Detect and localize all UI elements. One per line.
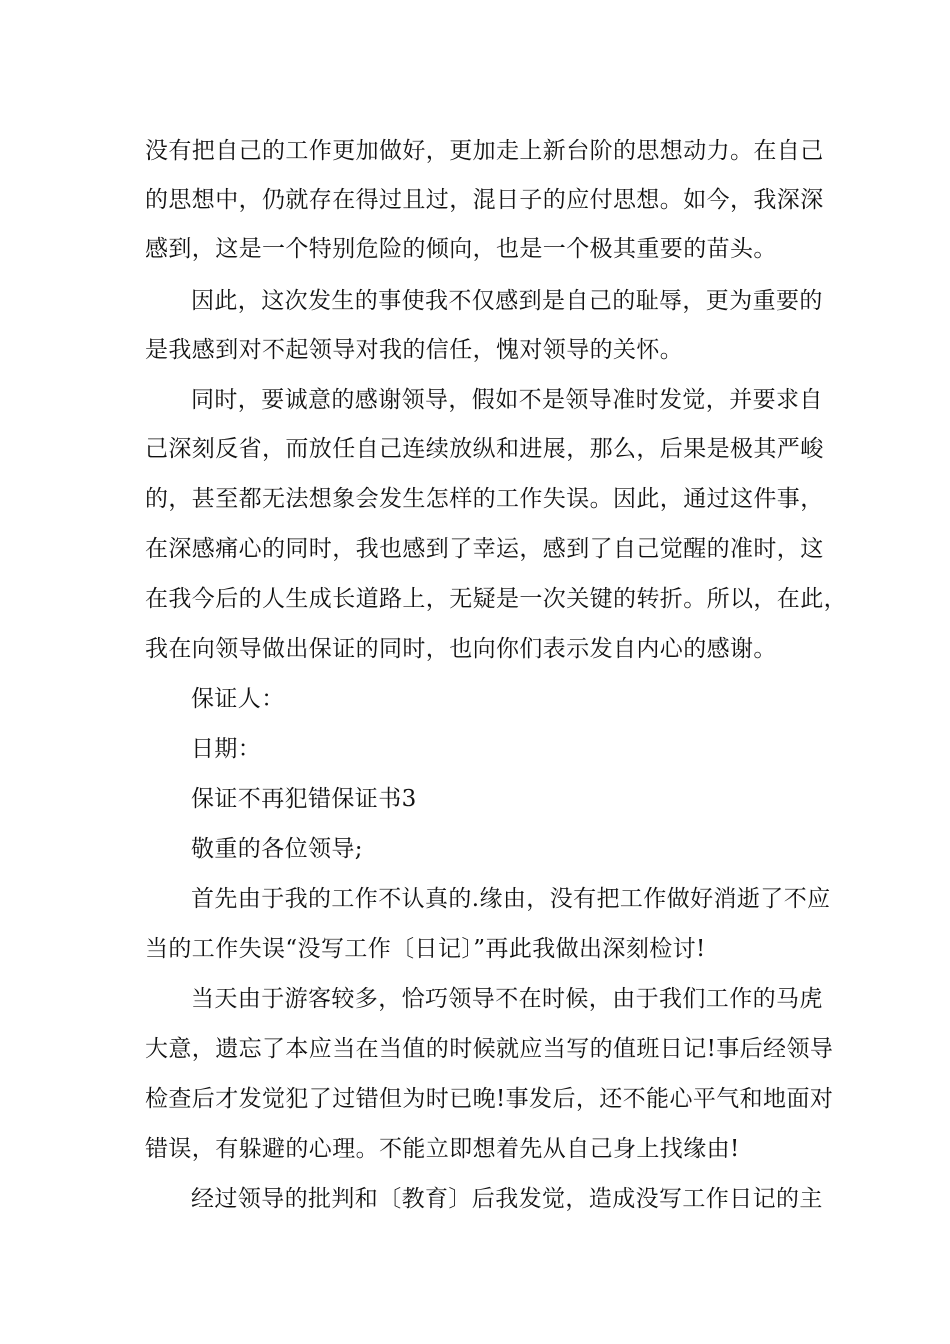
text-line: 在我今后的人生成长道路上，无疑是一次关键的转折。所以，在此， [145,586,847,612]
text-line: 的，甚至都无法想象会发生怎样的工作失误。因此，通过这件事， [145,486,824,512]
date-label: 日期： [191,736,262,762]
text-line: 在深感痛心的同时，我也感到了幸运，感到了自己觉醒的准时，这 [145,536,824,562]
text-line: 我在向领导做出保证的同时，也向你们表示发自内心的感谢。 [145,636,777,662]
paragraph-start-line: 因此，这次发生的事使我不仅感到是自己的耻辱，更为重要的 [191,288,823,314]
text-line: 的思想中，仍就存在得过且过，混日子的应付思想。如今，我深深 [145,187,824,213]
paragraph-start-line: 经过领导的批判和〔教育〕后我发觉，造成没写工作日记的主 [191,1186,823,1212]
text-line: 当的工作失误“没写工作〔日记〕”再此我做出深刻检讨! [145,936,706,962]
section-title: 保证不再犯错保证书3 [191,786,417,812]
text-line: 己深刻反省，而放任自己连续放纵和进展，那么，后果是极其严峻 [145,436,824,462]
paragraph-start-line: 首先由于我的工作不认真的.缘由，没有把工作做好消逝了不应 [191,886,831,912]
salutation: 敬重的各位领导; [191,836,363,862]
text-line: 是我感到对不起领导对我的信任，愧对领导的关怀。 [145,337,684,363]
text-line: 检查后才发觉犯了过错但为时已晚!事发后，还不能心平气和地面对 [145,1086,834,1112]
text-line: 没有把自己的工作更加做好，更加走上新台阶的思想动力。在自己 [145,138,824,164]
text-line: 大意，遗忘了本应当在当值的时候就应当写的值班日记!事后经领导 [145,1036,834,1062]
paragraph-start-line: 当天由于游客较多，恰巧领导不在时候，由于我们工作的马虎 [191,986,823,1012]
guarantor-label: 保证人： [191,686,285,712]
paragraph-start-line: 同时，要诚意的感谢领导，假如不是领导准时发觉，并要求自 [191,387,823,413]
text-line: 感到，这是一个特别危险的倾向，也是一个极其重要的苗头。 [145,236,777,262]
text-line: 错误，有躲避的心理。不能立即想着先从自己身上找缘由! [145,1136,740,1162]
